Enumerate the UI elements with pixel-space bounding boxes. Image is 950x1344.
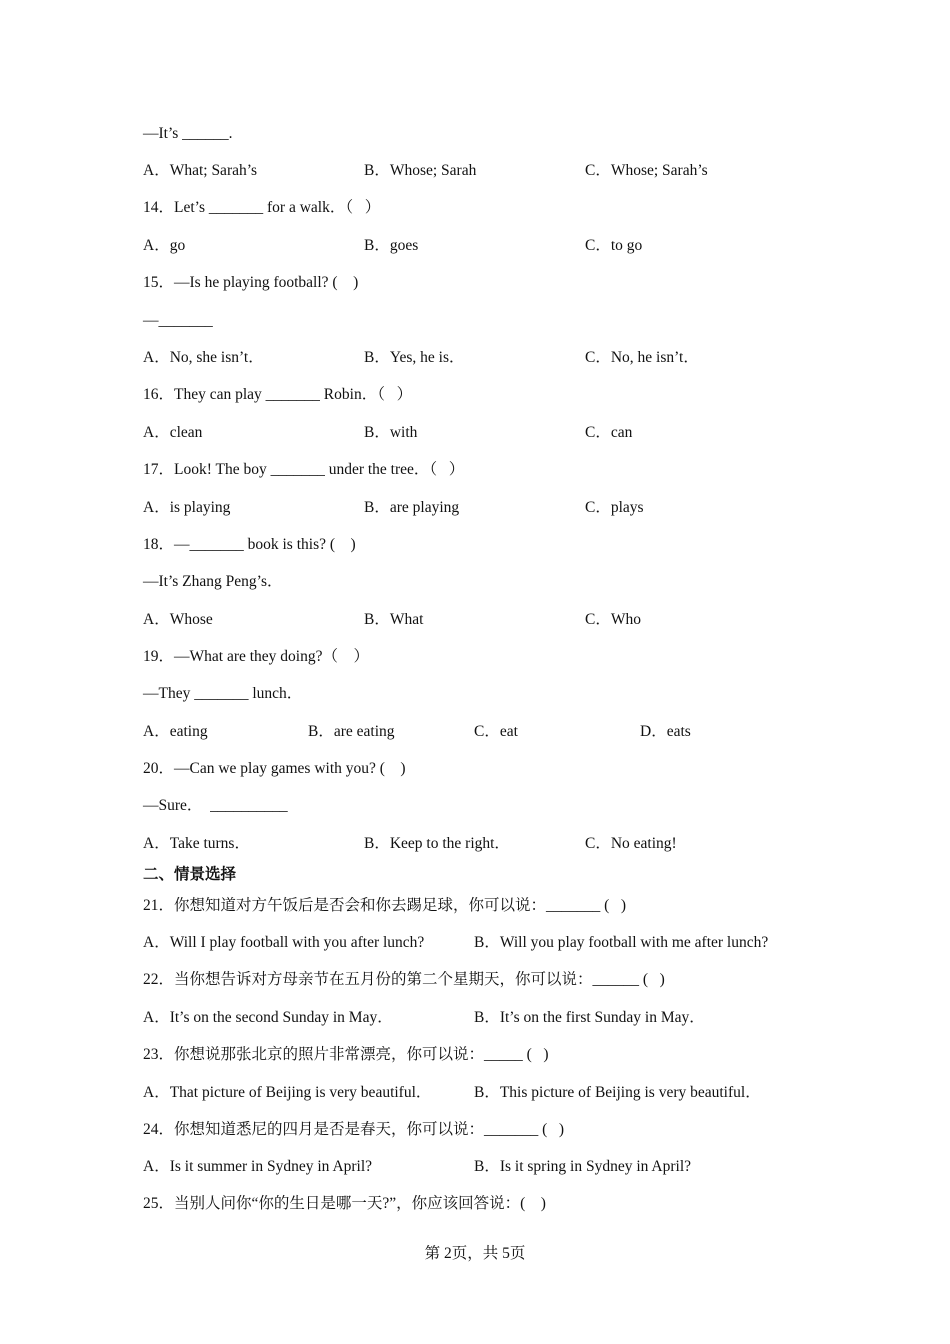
q18-answer-line: —It’s Zhang Peng’s． — [143, 573, 283, 590]
q14-option-c: C．to go — [585, 237, 643, 254]
q25-stem: 25．当别人问你“你的生日是哪一天?”，你应该回答说：( ) — [143, 1195, 546, 1212]
q14-option-a: A．go — [143, 237, 186, 254]
q24-option-b: B．Is it spring in Sydney in April? — [474, 1158, 692, 1175]
q13-option-b: B．Whose; Sarah — [364, 162, 477, 179]
q17-option-a: A．is playing — [143, 499, 231, 516]
q16-option-a: A．clean — [143, 424, 203, 441]
q20-answer-line: —Sure． __________ — [143, 797, 288, 814]
q18-option-b: B．What — [364, 611, 424, 628]
q20-option-b: B．Keep to the right． — [364, 835, 510, 852]
q19-answer-line: —They _______ lunch． — [143, 685, 303, 702]
q24-option-a: A．Is it summer in Sydney in April? — [143, 1158, 373, 1175]
q14-stem: 14．Let’s _______ for a walk．（ ） — [143, 199, 381, 216]
q19-option-c: C．eat — [474, 723, 518, 740]
page-number: 第 2页，共 5页 — [424, 1245, 526, 1262]
q22-option-a: A．It’s on the second Sunday in May． — [143, 1009, 393, 1026]
q21-option-a: A．Will I play football with you after lunch? — [143, 934, 425, 951]
q16-option-b: B．with — [364, 424, 418, 441]
q24-stem: 24．你想知道悉尼的四月是否是春天，你可以说：_______ ( ) — [143, 1121, 565, 1138]
q13-option-c: C．Whose; Sarah’s — [585, 162, 708, 179]
q19-option-a: A．eating — [143, 723, 208, 740]
q18-option-a: A．Whose — [143, 611, 213, 628]
q23-option-a: A．That picture of Beijing is very beautiful． — [143, 1084, 432, 1101]
q20-stem: 20．—Can we play games with you? ( ) — [143, 760, 406, 777]
section-heading: 二、情景选择 — [143, 865, 237, 883]
q19-option-b: B．are eating — [308, 723, 395, 740]
q15-option-c: C．No, he isn’t． — [585, 349, 699, 366]
q14-option-b: B．goes — [364, 237, 419, 254]
q23-option-b: B．This picture of Beijing is very beautiful． — [474, 1084, 761, 1101]
q20-option-a: A．Take turns． — [143, 835, 250, 852]
q22-stem: 22．当你想告诉对方母亲节在五月份的第二个星期天，你可以说：______ ( ) — [143, 971, 665, 988]
q21-option-b: B．Will you play football with me after lunch? — [474, 934, 769, 951]
q17-option-c: C．plays — [585, 499, 644, 516]
q18-option-c: C．Who — [585, 611, 641, 628]
q19-stem: 19．—What are they doing?（ ） — [143, 648, 369, 665]
q15-answer-line: —_______ — [143, 312, 213, 329]
q13-answer-line: —It’s ______. — [143, 125, 233, 142]
q22-option-b: B．It’s on the first Sunday in May． — [474, 1009, 705, 1026]
q18-stem: 18．—_______ book is this? ( ) — [143, 536, 356, 553]
q16-stem: 16．They can play _______ Robin．（ ） — [143, 386, 413, 403]
q15-option-a: A．No, she isn’t． — [143, 349, 264, 366]
q16-option-c: C．can — [585, 424, 633, 441]
q20-option-c: C．No eating! — [585, 835, 677, 852]
q15-option-b: B．Yes, he is． — [364, 349, 465, 366]
q17-stem: 17．Look! The boy _______ under the tree．（ ） — [143, 461, 465, 478]
q15-stem: 15．—Is he playing football? ( ) — [143, 274, 359, 291]
q17-option-b: B．are playing — [364, 499, 460, 516]
q19-option-d: D．eats — [640, 723, 691, 740]
q23-stem: 23．你想说那张北京的照片非常漂亮，你可以说：_____ ( ) — [143, 1046, 549, 1063]
q21-stem: 21．你想知道对方午饭后是否会和你去踢足球，你可以说：_______ ( ) — [143, 897, 627, 914]
q13-option-a: A．What; Sarah’s — [143, 162, 258, 179]
